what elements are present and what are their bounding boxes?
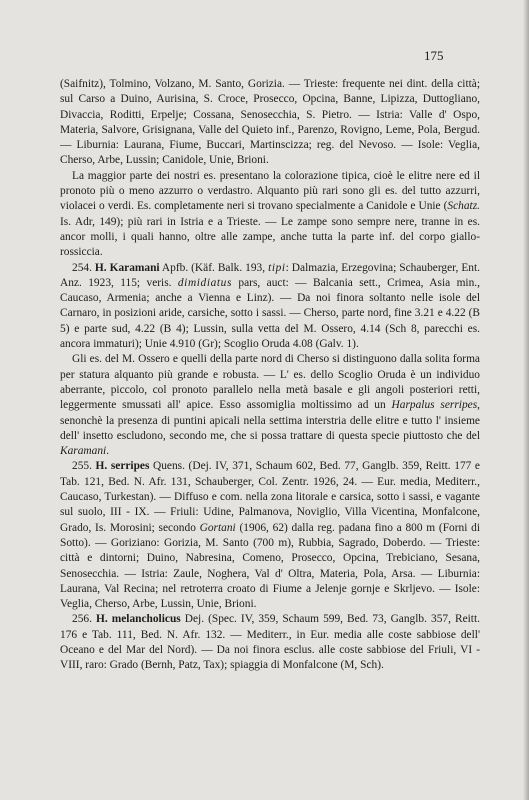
- species-254-name: H. Karamani: [94, 261, 160, 274]
- karamani-ref: Karamani: [60, 445, 107, 458]
- species-254-entry: [60, 261, 480, 353]
- page-number: 175: [424, 48, 444, 63]
- species-256-entry: [60, 612, 480, 673]
- ossero-text-a: Gli es. del M. Ossero e quelli della parte nord di Cherso si distinguono dalla solita forma per statura alquanto più grande e robusta. — L' es. dello Scoglio Oruda è un individuo aberrante, piccolo, col pronoto parallelo nella metà basale e gli angoli posteriori retti, leggermente smussati all' apice. Esso assomiglia moltissimo ad un: [60, 353, 480, 412]
- coloration-text-b: Is. Adr, 149); più rari in Istria e a Trieste. — Le zampe sono sempre nere, tranne in es. ancor molli, i quali hanno, oltre alle zampe, anche tutta la parte inf. del corpo giallo-rossiccia.: [60, 215, 480, 259]
- species-255-text-b: (1906, 62) dalla reg. padana fino a 800 m (Forni di Sotto). — Goriziano: Gorizia, M. Santo (700 m), Rubbia, Sagrado, Doberdo. — Trieste: città e dintorni; Duino, Nabresina, Comeno, Prosecco, Opcina, Trebiciano, Sesana, Senosecchia. — Istria: Zaule, Noghera, Val d' Oltra, Materia, Pola, Arsa. — Liburnia: Laurana, Val Recina; nel retroterra croato di Fiume a Jelenje gornje e Skrljevo. — Isole: Veglia, Cherso, Arbe, Lussin, Unie, Brioni.: [60, 521, 480, 611]
- species-254-tipi: tipi: [268, 261, 286, 274]
- species-255-entry: [60, 459, 480, 612]
- schatz-reference: Schatz.: [447, 200, 480, 213]
- paragraph-coloration: [60, 169, 480, 261]
- gortani-ref: Gortani: [199, 521, 236, 534]
- paragraph-ossero-notes: [60, 352, 480, 459]
- harpalus-serripes-ref: Harpalus serripes: [391, 399, 478, 412]
- paragraph-localities: (Saifnitz), Tolmino, Volzano, M. Santo, Gorizia. — Trieste: frequente nei dint. della città; sul Carso a Duino, Aurisina, S. Croce, Prosecco, Opcina, Banne, Lipizza, Duttogliano, Divaccia, Roditti, Erpelje; Cossana, Senosecchia, S. Pietro. — Istria: Valle d' Ospo, Materia, Salvore, Grisignana, Valle del Quieto inf., Parenzo, Rovigno, Leme, Pola, Bergud. — Liburnia: Laurana, Fiume, Buccari, Martinscizza; reg. del Nevoso. — Isole: Veglia, Cherso, Arbe, Lussin; Canidole, Unie, Brioni.: [60, 78, 480, 167]
- species-256-name: H. melancholicus: [95, 613, 181, 626]
- species-255-text-a: Quens. (Dej. IV, 371, Schaum 602, Bed. 77, Ganglb. 359, Reitt. 177 e Tab. 121, Bed. N. Afr. 131, Schauberger, Col. Zentr. 1926, 24. — Eur. media, Mediterr., Caucaso, Turkestan). — Diffuso e com. nella zona litorale e carsica, sotto i sassi, e vagante sul suolo, III - IX. — Friuli: Udine, Palmanova, Noviglio, Villa Vicentina, Monfalcone, Grado, Is. Morosini; secondo: [60, 460, 480, 534]
- page-text: [60, 77, 480, 674]
- ossero-text-c: .: [106, 445, 110, 458]
- species-254-text-b: : Dalmazia, Erzegovina; Schauberger, Ent. Anz. 1923, 115; veris.: [60, 261, 480, 289]
- species-254-dimidiatus: dimidiatus: [177, 276, 232, 289]
- coloration-text-a: La maggior parte dei nostri es. presentano la colorazione tipica, cioè le elitre nere ed il pronoto più o meno azzurro o verdastro. Alquanto più rari sono gli es. del tutto azzurri, violacei o verdi. Es. completamente neri si trovano specialmente a Canidole e Unie (: [60, 169, 480, 213]
- species-256-number: 256.: [72, 613, 92, 626]
- species-254-number: 254.: [72, 261, 92, 274]
- ossero-text-b: , senonchè la presenza di puntini apicali nella settima interstria delle elitre e tutto l' insieme dell' insetto escludono, secondo me, che si possa trattare di questa specie piuttosto che del: [60, 399, 480, 442]
- species-254-text-a: Apfb. (Käf. Balk. 193,: [159, 261, 269, 274]
- species-255-name: H. serripes: [95, 460, 150, 473]
- species-256-text-a: Dej. (Spec. IV, 359, Schaum 599, Bed. 73, Ganglb. 357, Reitt. 176 e Tab. 111, Bed. N. Afr. 132. — Mediterr., in Eur. media alle coste sabbiose dell' Oceano e del Mar del Nord). — Da noi finora esclus. alle coste sabbiose del Friuli, VI - VIII, raro: Grado (Bernh, Patz, Tax); spiaggia di Monfalcone (M, Sch).: [60, 613, 480, 672]
- species-254-text-c: pars, auct: — Balcania sett., Crimea, Asia min., Caucaso, Armenia; anche a Vienna e Linz). — Da noi finora soltanto nelle isole del Carnaro, in posizioni aride, carsiche, sotto i sassi. — Cherso, parte nord, fine 3.21 e 4.22 (B 5) e parte sud, 4.22 (B 4); Lussin, sulla vetta del M. Ossero, 4.14 (Sch 8, parecchi es. ancora immaturi); Unie 4.910 (Gr); Scoglio Oruda 4.08 (Galv. 1).: [60, 276, 480, 351]
- species-255-number: 255.: [72, 460, 92, 473]
